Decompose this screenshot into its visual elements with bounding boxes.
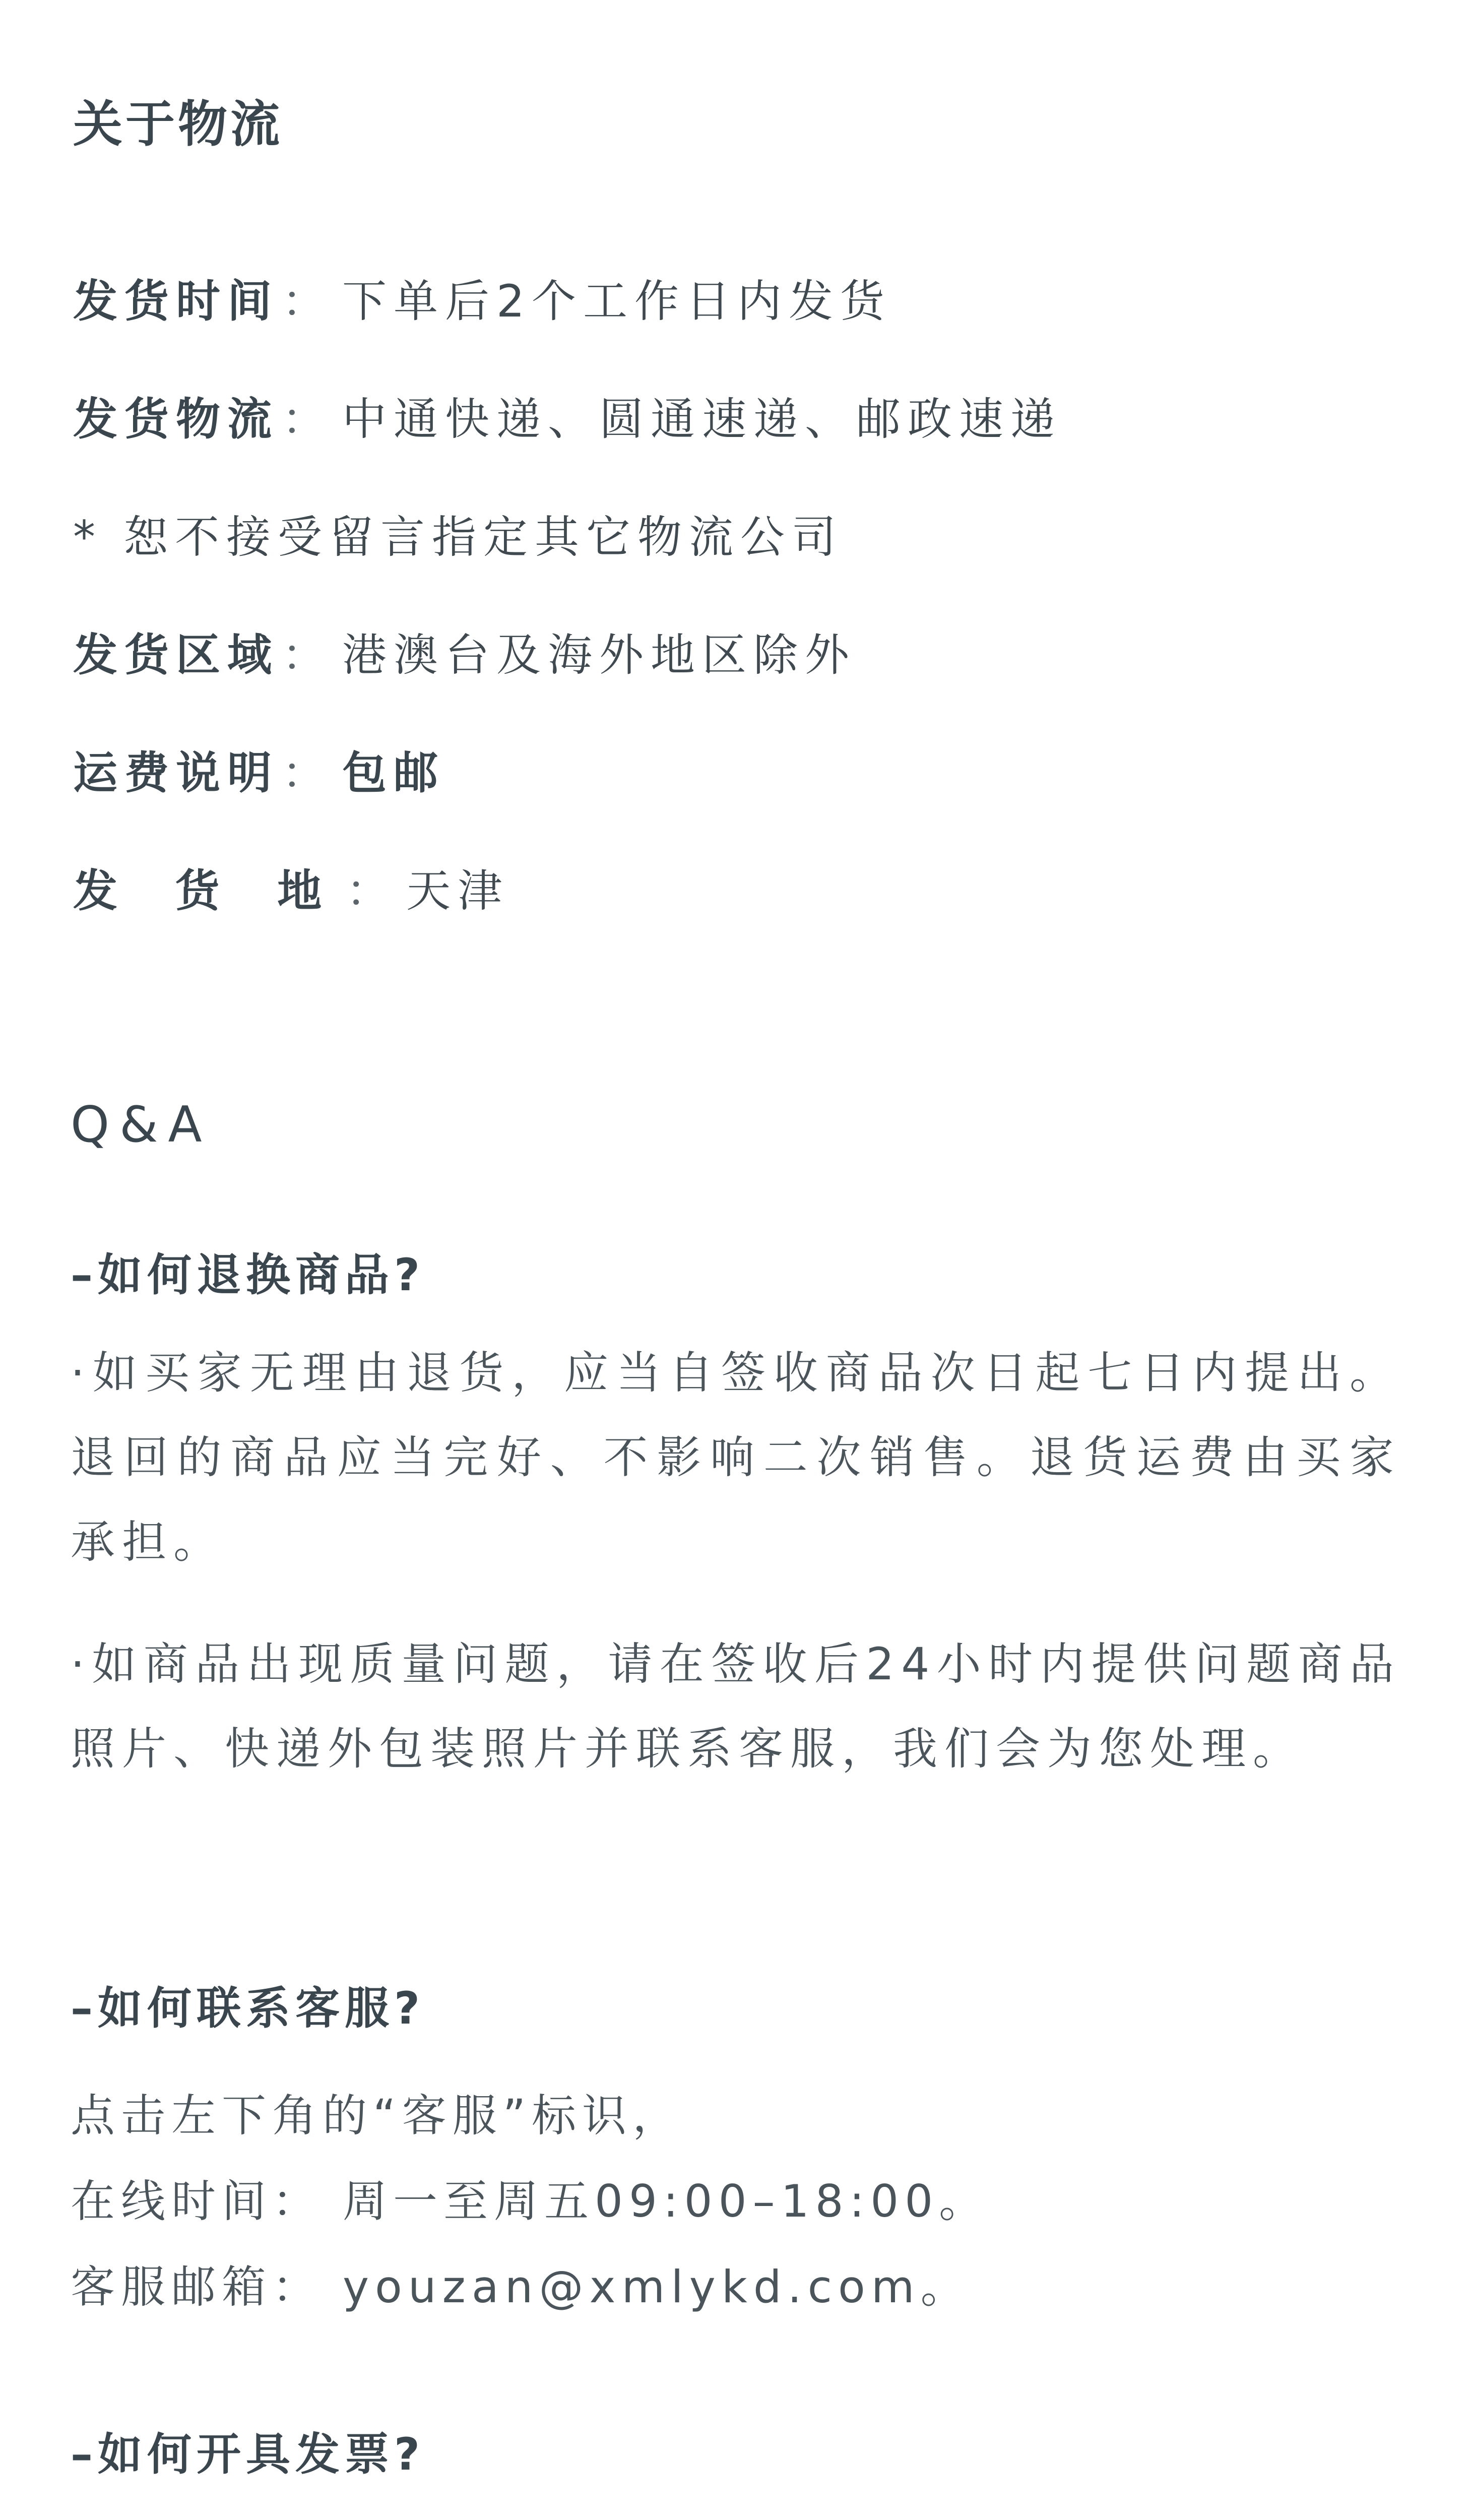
invoice-paragraph (71, 2512, 1401, 2520)
region-value: 港澳台及海外地区除外 (342, 629, 857, 681)
origin-label: 发 货 地 (73, 865, 343, 917)
invoice-question: –如何开具发票? (71, 2428, 425, 2480)
carrier-value: 中通快递、圆通速递、邮政速递 (342, 393, 1062, 445)
colon: ： (282, 747, 334, 799)
contact-line-1: 点击左下角的“客服”标识， (71, 2090, 683, 2141)
fee-label: 运费说明 (73, 747, 279, 799)
carrier-note: * 恕不接受留言指定其它物流公司 (73, 511, 843, 563)
ship-time-label: 发货时间 (73, 275, 279, 327)
origin-row (73, 856, 509, 919)
contact-email[interactable]: 客服邮箱： youzan@xmlykd.com。 (71, 2261, 971, 2313)
colon: ： (282, 275, 334, 327)
contact-hours: 在线时间： 周一至周五09:00–18:00。 (71, 2175, 990, 2227)
region-row (73, 620, 856, 683)
quality-issue-paragraph: ·如商品出现质量问题，请在签收后24小时内提供问题商品照片、快递外包装照片并联系客服，我们会为您处理。 (71, 1638, 1401, 1775)
colon: ： (346, 865, 398, 917)
fee-value: 包邮 (342, 747, 445, 799)
carrier-label: 发货物流 (73, 393, 279, 445)
return-question: –如何退换商品? (71, 1249, 425, 1301)
ship-time-row (73, 266, 891, 330)
carrier-row (73, 384, 1062, 448)
origin-value: 天津 (406, 865, 509, 917)
fee-row (73, 738, 445, 801)
contact-question: –如何联系客服? (71, 1982, 425, 2034)
colon: ： (282, 393, 334, 445)
region-label: 发货区域 (73, 629, 279, 681)
ship-time-value: 下单后2个工作日内发货 (342, 275, 892, 327)
colon: ： (282, 629, 334, 681)
return-policy-paragraph: ·如买家无理由退货，应当自签收商品次日起七日内提出。退回的商品应当完好、不影响二次销售。退货运费由买家承担。 (71, 1347, 1401, 1568)
logistics-title: 关于物流 (73, 96, 283, 153)
qa-title: Q&A (71, 1096, 212, 1154)
